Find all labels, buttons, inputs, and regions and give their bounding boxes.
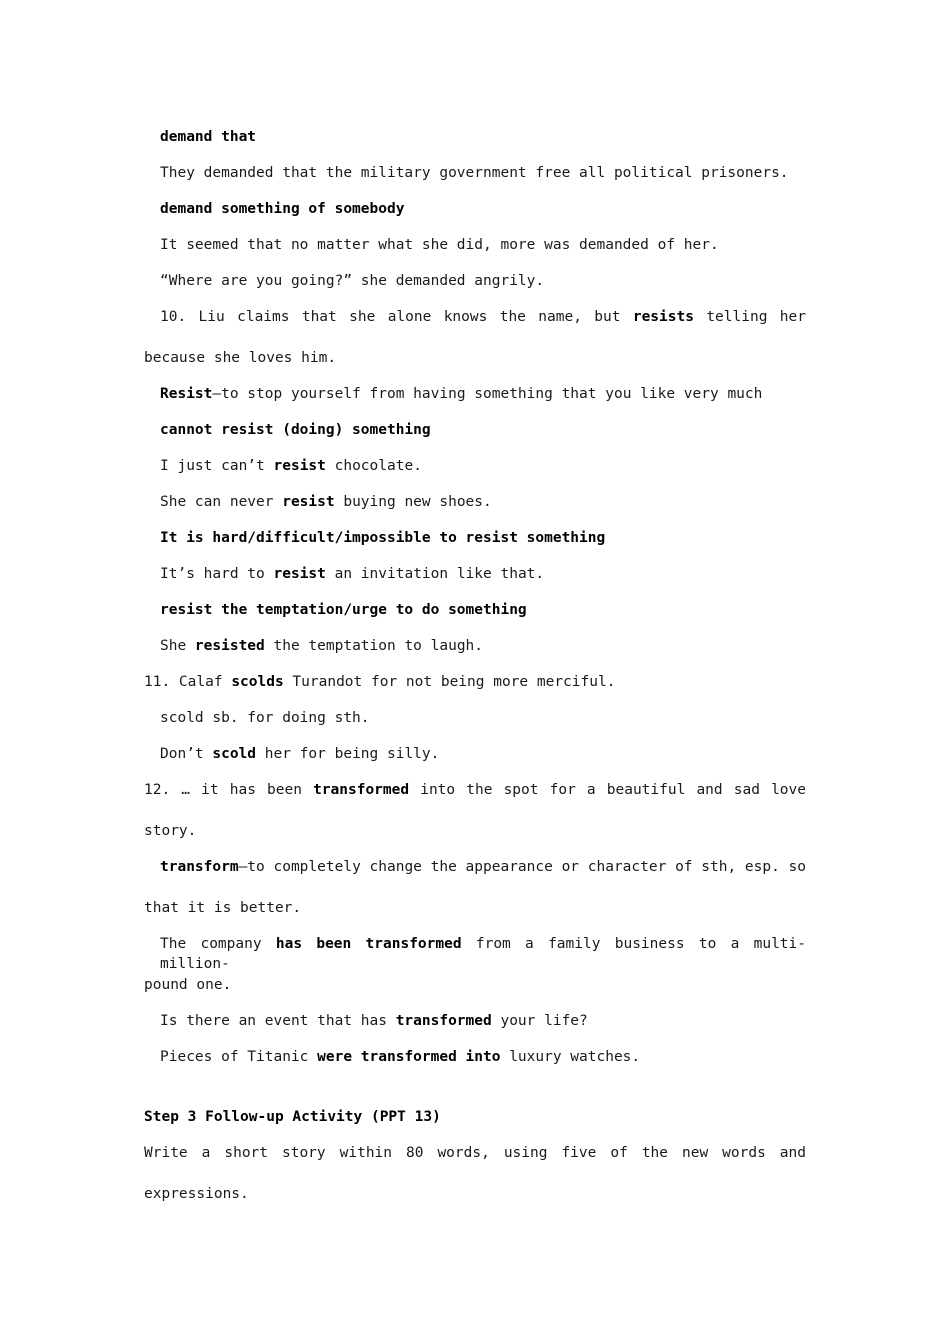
text-run: —to stop yourself from having something that you like very much <box>212 386 763 402</box>
bold-term: demand something of somebody <box>160 201 405 217</box>
text-run: Don’t <box>160 746 213 762</box>
text-line <box>160 857 806 877</box>
bold-term: resist the temptation/urge to do something <box>160 602 527 618</box>
text-run: luxury watches. <box>500 1049 641 1065</box>
bold-term: transformed <box>313 782 410 798</box>
text-run: I just can’t <box>160 458 274 474</box>
text-run: because she loves him. <box>144 350 337 366</box>
text-line <box>144 672 806 692</box>
text-line <box>160 600 806 620</box>
text-run: Pieces of Titanic <box>160 1049 318 1065</box>
text-line <box>144 780 806 800</box>
text-line <box>144 1143 806 1163</box>
text-run: —to completely change the appearance or character of sth, esp. so <box>238 859 807 875</box>
text-run: expressions. <box>144 1186 249 1202</box>
text-line <box>160 528 806 548</box>
text-line <box>144 1107 806 1127</box>
text-line <box>160 235 806 255</box>
text-line <box>160 456 806 476</box>
text-run: scold sb. for doing sth. <box>160 710 370 726</box>
text-line <box>144 1184 806 1204</box>
bold-term: resist <box>273 458 326 474</box>
text-run: your life? <box>491 1013 588 1029</box>
text-run: her for being silly. <box>256 746 440 762</box>
bold-term: resist <box>273 566 326 582</box>
text-run: story. <box>144 823 197 839</box>
text-run: into the spot for a beautiful and sad love <box>409 782 806 798</box>
text-run: 11. Calaf <box>144 674 232 690</box>
text-line <box>144 898 806 918</box>
bold-term: resisted <box>194 638 265 654</box>
text-run: the temptation to laugh. <box>264 638 484 654</box>
bold-term: resists <box>632 309 694 325</box>
bold-term: transformed <box>395 1013 492 1029</box>
text-run: Is there an event that has <box>160 1013 396 1029</box>
bold-term: Resist <box>160 386 213 402</box>
text-line <box>160 307 806 327</box>
text-line <box>160 636 806 656</box>
bold-term: Step 3 Follow-up Activity (PPT 13) <box>144 1109 441 1125</box>
text-run: Turandot for not being more merciful. <box>283 674 616 690</box>
text-run: chocolate. <box>325 458 422 474</box>
text-run: The company <box>160 936 276 952</box>
text-line <box>160 744 806 764</box>
text-line <box>160 271 806 291</box>
text-run: Write a short story within 80 words, using five of the new words and <box>144 1145 806 1161</box>
text-line <box>160 564 806 584</box>
text-run: from a family business to a multi-million- <box>160 936 806 972</box>
text-run: “Where are you going?” she demanded angrily. <box>160 273 545 289</box>
text-line <box>144 975 806 995</box>
text-run: an invitation like that. <box>325 566 545 582</box>
text-line <box>160 127 806 147</box>
text-line <box>144 821 806 841</box>
text-line <box>160 708 806 728</box>
text-run: She can never <box>160 494 283 510</box>
text-line <box>160 1011 806 1031</box>
text-line <box>160 1047 806 1067</box>
bold-term: scold <box>212 746 257 762</box>
bold-term: resist <box>282 494 335 510</box>
text-run: buying new shoes. <box>334 494 492 510</box>
bold-term: scolds <box>231 674 284 690</box>
bold-term: demand that <box>160 129 257 145</box>
bold-term: It is hard/difficult/impossible to resist something <box>160 530 606 546</box>
text-run: pound one. <box>144 977 232 993</box>
text-line <box>160 163 806 183</box>
bold-term: has been transformed <box>275 936 462 952</box>
text-run: She <box>160 638 195 654</box>
text-line <box>160 934 806 974</box>
text-run: 12. … it has been <box>144 782 314 798</box>
bold-term: transform <box>160 859 239 875</box>
text-line <box>160 492 806 512</box>
bold-term: cannot resist (doing) something <box>160 422 431 438</box>
text-line <box>160 199 806 219</box>
text-run: They demanded that the military government free all political prisoners. <box>160 165 789 181</box>
text-line <box>144 348 806 368</box>
text-run: It’s hard to <box>160 566 274 582</box>
text-line <box>160 420 806 440</box>
text-run: 10. Liu claims that she alone knows the name, but <box>160 309 633 325</box>
text-run: telling her <box>693 309 806 325</box>
text-line <box>160 384 806 404</box>
bold-term: were transformed into <box>317 1049 501 1065</box>
text-run: that it is better. <box>144 900 302 916</box>
text-run: It seemed that no matter what she did, more was demanded of her. <box>160 237 719 253</box>
